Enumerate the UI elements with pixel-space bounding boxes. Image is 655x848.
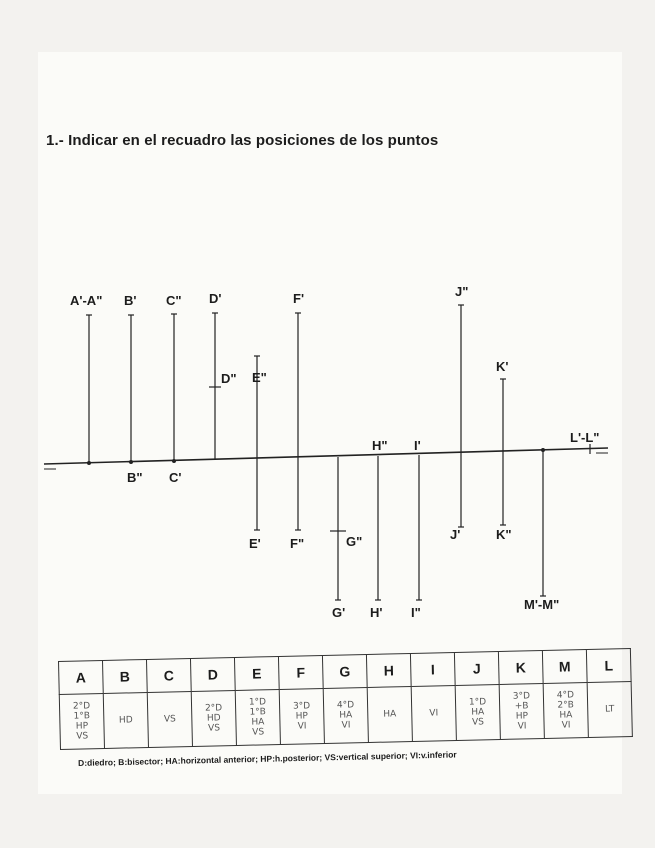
answer-line: 2°D bbox=[72, 701, 91, 712]
answer-line: HA bbox=[339, 710, 353, 721]
answer-line: HP bbox=[75, 721, 89, 732]
answer-line: HA bbox=[471, 707, 485, 718]
answer-line: VS bbox=[471, 717, 485, 728]
header-cell: B bbox=[102, 659, 147, 693]
answer-cell-i bbox=[411, 685, 456, 741]
label-i-bottom: I" bbox=[411, 605, 421, 620]
answer-line: 4°D bbox=[556, 690, 575, 701]
answer-cell-l bbox=[587, 682, 632, 738]
answer-line: HA bbox=[383, 709, 397, 720]
label-k-top: K' bbox=[496, 359, 509, 374]
answer-cell-d bbox=[191, 690, 236, 746]
label-j-top: J" bbox=[455, 284, 469, 299]
answer-cell-m bbox=[543, 683, 588, 739]
answer-cell-h bbox=[367, 686, 412, 742]
label-d-top: D' bbox=[209, 291, 222, 306]
answer-line: HP bbox=[295, 711, 309, 722]
answer-line: +B bbox=[514, 701, 529, 712]
label-i-top: I' bbox=[414, 438, 421, 453]
header-cell: D bbox=[190, 657, 235, 691]
label-f-bottom: F" bbox=[290, 536, 305, 551]
answer-cell-b bbox=[103, 692, 148, 748]
label-g-mid: G" bbox=[346, 534, 363, 549]
label-d-mid: D" bbox=[221, 371, 237, 386]
label-c-top: C" bbox=[166, 293, 182, 308]
answer-line: 4°D bbox=[336, 700, 355, 711]
label-h-top: H" bbox=[372, 438, 388, 453]
answer-cell-a bbox=[59, 693, 104, 749]
label-m-pair: M'-M" bbox=[524, 597, 560, 612]
answer-line: VS bbox=[208, 723, 221, 734]
answer-line: 1°D bbox=[468, 697, 487, 708]
answer-line: 3°D bbox=[512, 691, 531, 702]
answer-line: 1°D bbox=[248, 697, 267, 708]
header-cell: C bbox=[146, 658, 191, 692]
label-l-pair: L'-L" bbox=[570, 430, 600, 445]
header-cell: J bbox=[454, 652, 499, 686]
label-j-bottom: J' bbox=[450, 527, 461, 542]
answer-line: VI bbox=[297, 721, 307, 732]
answer-cell-g bbox=[323, 687, 368, 743]
label-h-bottom: H' bbox=[370, 605, 383, 620]
label-g-bottom: G' bbox=[332, 605, 346, 620]
answer-line: VS bbox=[163, 714, 176, 725]
answer-cell-j bbox=[455, 684, 500, 740]
answer-line: VI bbox=[561, 720, 571, 731]
answer-cell-k bbox=[499, 683, 544, 739]
answer-line: VS bbox=[76, 731, 89, 742]
label-f-top: F' bbox=[293, 291, 305, 306]
answer-cell-f bbox=[279, 688, 324, 744]
header-cell: M bbox=[542, 650, 587, 684]
label-b-top: B' bbox=[124, 293, 137, 308]
answer-line: 3°D bbox=[292, 701, 311, 712]
label-e-bottom: E' bbox=[249, 536, 261, 551]
exercise-title: 1.- Indicar en el recuadro las posiciones de los puntos bbox=[46, 132, 439, 149]
answer-cell-c bbox=[147, 691, 192, 747]
header-cell: E bbox=[234, 656, 279, 690]
label-e-mid: E" bbox=[252, 370, 267, 385]
answer-cell-e bbox=[235, 689, 280, 745]
answer-line: HD bbox=[206, 713, 221, 724]
header-cell: A bbox=[59, 660, 104, 694]
ground-line bbox=[44, 448, 608, 464]
answer-line: HP bbox=[515, 711, 529, 722]
header-cell: G bbox=[322, 655, 367, 689]
header-cell: K bbox=[498, 651, 543, 685]
answer-line: VI bbox=[429, 708, 439, 719]
answer-line: VS bbox=[252, 727, 265, 738]
label-a-pair: A'-A" bbox=[70, 293, 103, 308]
header-cell: H bbox=[366, 654, 411, 688]
answer-line: 2°D bbox=[204, 703, 223, 714]
answer-line: LT bbox=[604, 704, 615, 715]
abbreviation-legend: D:diedro; B:bisector; HA:horizontal anterior; HP:h.posterior; VS:vertical superior; VI:v.inferior bbox=[78, 749, 457, 768]
header-cell: F bbox=[278, 655, 323, 689]
label-b-bottom: B" bbox=[127, 470, 143, 485]
label-c-bottom: C' bbox=[169, 470, 182, 485]
answers-table bbox=[58, 648, 633, 750]
header-cell: I bbox=[410, 653, 455, 687]
answer-line: HA bbox=[559, 710, 573, 721]
label-k-bottom: K" bbox=[496, 527, 512, 542]
answer-line: HA bbox=[251, 717, 265, 728]
answer-line: 1°B bbox=[73, 711, 91, 722]
answer-line: 2°B bbox=[557, 700, 574, 711]
header-cell: L bbox=[586, 649, 631, 683]
answer-line: VI bbox=[341, 720, 351, 731]
answer-line: VI bbox=[517, 721, 527, 732]
answer-line: 1°B bbox=[249, 707, 267, 718]
answer-line: HD bbox=[118, 715, 133, 726]
